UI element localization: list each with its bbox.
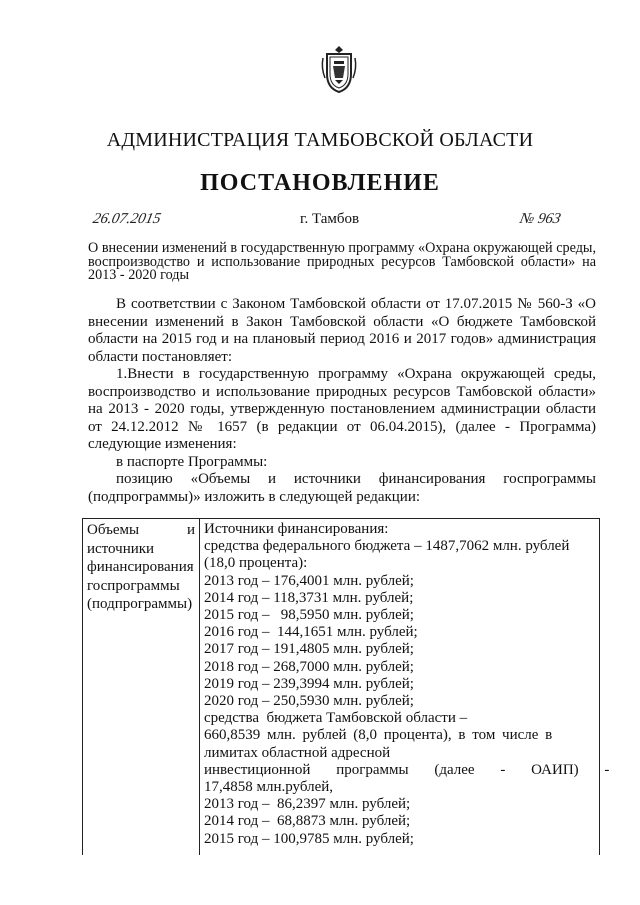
- document-body: [88, 296, 596, 506]
- left-line: (подпрограммы): [87, 596, 193, 612]
- right-line: 2016 год – 144,1651 млн. рублей;: [204, 624, 418, 641]
- right-line: 17,4858 млн.рублей,: [204, 779, 334, 796]
- right-line: (18,0 процента):: [204, 555, 308, 572]
- right-line: 2020 год – 250,5930 млн. рублей;: [204, 693, 414, 710]
- paragraph-position: позицию «Объемы и источники финансирования госпрограммы (подпрограммы)» изложить в следующей редакции:: [88, 471, 596, 505]
- right-line: инвестиционной программы (далее - ОАИП) -: [204, 761, 610, 778]
- paragraph-amendment: 1.Внести в государственную программу «Охрана окружающей среды, воспроизводство и использование природных ресурсов Тамбовской области» на 2013 - 2020 годы, утвержденную постановлением администрации области от 24.12.2012 № 1657 (в редакции от 06.04.2015), (далее - Программа) следующие изменения:: [88, 366, 596, 452]
- left-line: источники: [87, 540, 155, 557]
- financing-table: [82, 518, 610, 855]
- right-line: 2013 год – 86,2397 млн. рублей;: [204, 796, 411, 813]
- document-type: ПОСТАНОВЛЕНИЕ: [200, 170, 440, 196]
- right-line: 660,8539 млн. рублей (8,0 процента), в том числе в: [204, 727, 553, 744]
- handwritten-date: 26.07.2015: [91, 211, 163, 227]
- table-left-column: [87, 521, 195, 614]
- right-line: лимитах областной адресной: [204, 744, 391, 761]
- left-line: госпрограммы: [87, 577, 180, 594]
- right-line: 2014 год – 118,3731 млн. рублей;: [204, 589, 414, 606]
- right-line: 2015 год – 100,9785 млн. рублей;: [204, 830, 414, 847]
- right-line: 2015 год – 98,5950 млн. рублей;: [204, 607, 414, 624]
- right-line: 2017 год – 191,4805 млн. рублей;: [204, 641, 414, 658]
- document-subject: О внесении изменений в государственную программу «Охрана окружающей среды, воспроизводство и использование природных ресурсов Тамбовской области» на 2013 - 2020 годы: [88, 240, 596, 284]
- organization-name: АДМИНИСТРАЦИЯ ТАМБОВСКОЙ ОБЛАСТИ: [106, 129, 534, 151]
- city: г. Тамбов: [300, 211, 360, 227]
- coat-of-arms-icon: [319, 44, 359, 94]
- right-line: 2018 год – 268,7000 млн. рублей;: [204, 658, 414, 675]
- right-line: средства федерального бюджета – 1487,7062 млн. рублей: [204, 538, 570, 555]
- left-line: Объемы: [87, 522, 140, 538]
- right-line: 2013 год – 176,4001 млн. рублей;: [204, 572, 414, 589]
- paragraph-basis: В соответствии с Законом Тамбовской области от 17.07.2015 № 560-З «О внесении изменений в Закон Тамбовской области «О бюджете Тамбовской области на 2015 год и на плановый период 2016 и 2017 годов» администрация области постановляет:: [88, 296, 596, 365]
- right-line: 2014 год – 68,8873 млн. рублей;: [204, 813, 411, 830]
- left-line: финансирования: [87, 559, 194, 575]
- table-column-divider: [199, 519, 200, 855]
- right-line: средства бюджета Тамбовской области –: [204, 710, 468, 727]
- handwritten-number: № 963: [518, 211, 563, 227]
- right-line: 2019 год – 239,3994 млн. рублей;: [204, 675, 414, 692]
- table-right-column: [204, 521, 610, 848]
- paragraph-passport: в паспорте Программы:: [116, 453, 268, 470]
- left-line: и: [186, 522, 195, 538]
- right-line: Источники финансирования:: [204, 521, 389, 537]
